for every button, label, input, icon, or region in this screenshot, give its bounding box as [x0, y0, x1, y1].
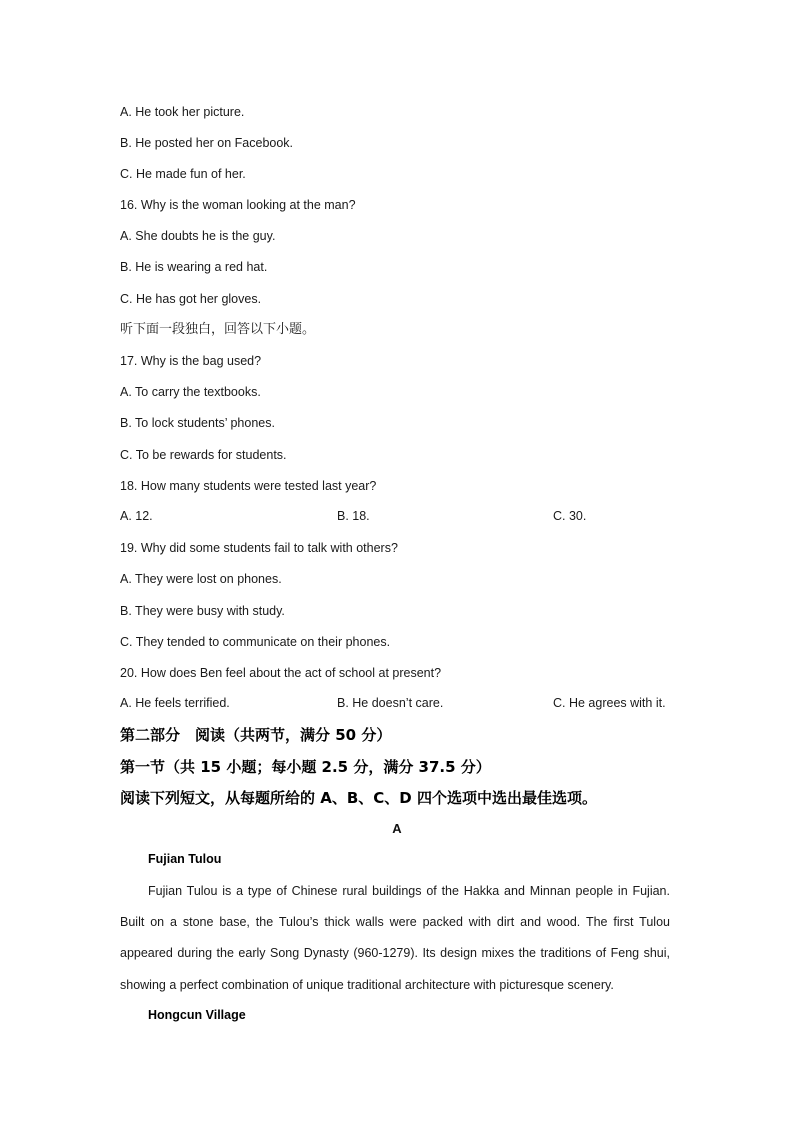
monologue-instruction: 听下面一段独白，回答以下小题。: [120, 322, 316, 337]
passage-subtitle-hongcun-village: Hongcun Village: [148, 1008, 246, 1022]
q15-option-a: A. He took her picture.: [120, 105, 245, 119]
passage-label: A: [392, 821, 402, 836]
q16-option-a: A. She doubts he is the guy.: [120, 229, 276, 243]
q17-question: 17. Why is the bag used?: [120, 354, 262, 368]
reading-instruction: 阅读下列短文，从每题所给的 A、B、C、D 四个选项中选出最佳选项。: [120, 789, 597, 807]
q18-option-c: C. 30.: [553, 509, 587, 523]
q17-option-c: C. To be rewards for students.: [120, 448, 287, 462]
q15-option-c: C. He made fun of her.: [120, 167, 246, 181]
q15-option-b: B. He posted her on Facebook.: [120, 136, 294, 150]
q18-question: 18. How many students were tested last year?: [120, 479, 377, 493]
q20-question: 20. How does Ben feel about the act of school at present?: [120, 666, 442, 680]
q20-option-b: B. He doesn’t care.: [337, 696, 444, 710]
q17-option-b: B. To lock students’ phones.: [120, 416, 275, 430]
q20-option-c: C. He agrees with it.: [553, 696, 666, 710]
q18-option-a: A. 12.: [120, 509, 153, 523]
q16-option-c: C. He has got her gloves.: [120, 292, 262, 306]
q18-option-b: B. 18.: [337, 509, 370, 523]
passage-subtitle-fujian-tulou: Fujian Tulou: [148, 852, 222, 866]
passage-paragraph: Fujian Tulou is a type of Chinese rural buildings of the Hakka and Minnan people in Fujian. Built on a stone base, the Tulou’s thick walls were packed with dirt and wood. The first Tulou appeared during the early Song Dynasty (960-1279). Its design mixes the traditions of Feng shui, showing a perfect combination of unique traditional architecture with picturesque scenery.: [120, 884, 670, 992]
q20-option-a: A. He feels terrified.: [120, 696, 230, 710]
q19-option-c: C. They tended to communicate on their phones.: [120, 635, 391, 649]
q16-option-b: B. He is wearing a red hat.: [120, 260, 268, 274]
section1-heading: 第一节（共 15 小题；每小题 2.5 分，满分 37.5 分）: [120, 758, 491, 776]
q17-option-a: A. To carry the textbooks.: [120, 385, 261, 399]
q16-question: 16. Why is the woman looking at the man?: [120, 198, 356, 212]
part2-heading: 第二部分 阅读（共两节，满分 50 分）: [120, 726, 392, 744]
q19-option-a: A. They were lost on phones.: [120, 572, 282, 586]
q19-option-b: B. They were busy with study.: [120, 604, 285, 618]
q19-question: 19. Why did some students fail to talk with others?: [120, 541, 398, 555]
